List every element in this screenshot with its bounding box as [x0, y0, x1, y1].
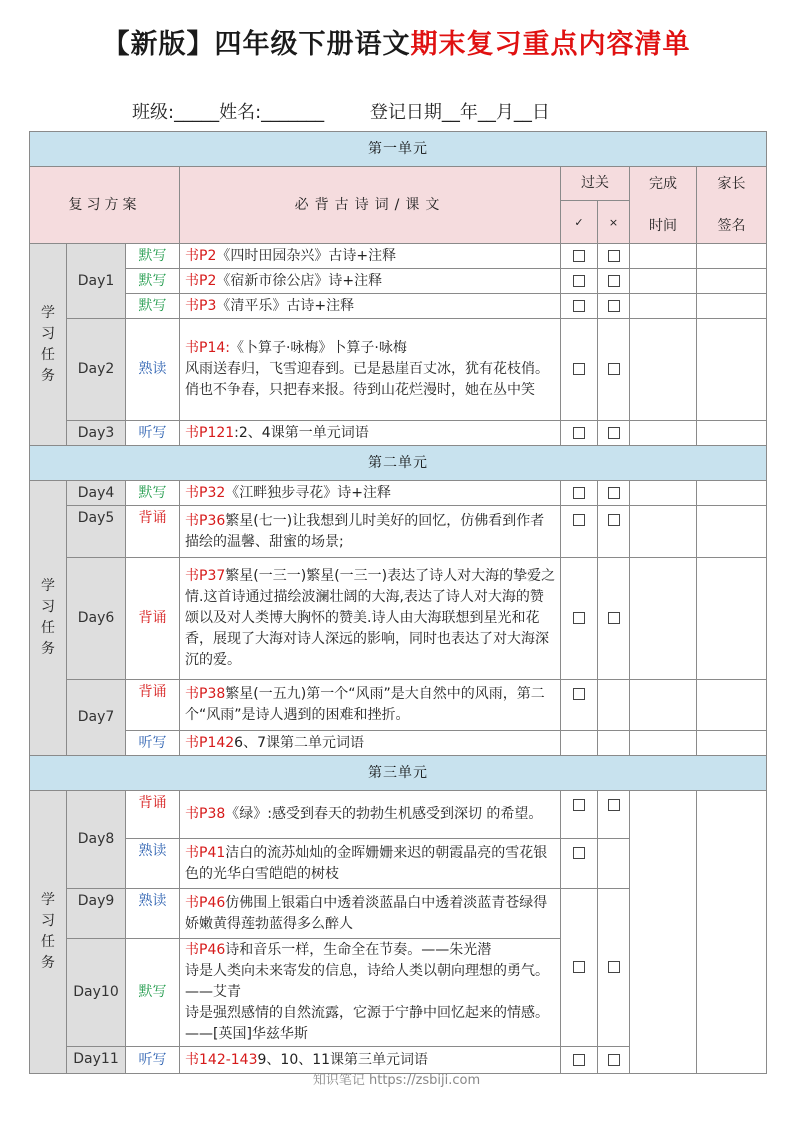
unit-title: 第三单元	[30, 756, 767, 791]
checkbox[interactable]	[608, 363, 620, 375]
task-text: 《清平乐》古诗+注释	[216, 297, 355, 314]
pass-checkbox-cell[interactable]	[561, 319, 598, 421]
plan-header: 复习方案	[30, 167, 180, 244]
book-ref: 书P3	[185, 297, 217, 314]
checkbox[interactable]	[573, 250, 585, 262]
table-row	[30, 481, 767, 506]
checkbox[interactable]	[608, 300, 620, 312]
must-recite-header: 必背古诗词/课文	[180, 167, 561, 244]
action-label: 听写	[126, 731, 180, 756]
page-title	[0, 22, 793, 61]
checkbox[interactable]	[608, 799, 620, 811]
fail-checkbox-cell[interactable]	[598, 244, 630, 269]
task-content	[180, 839, 561, 889]
day-label: Day7	[67, 680, 126, 756]
task-text: 《绿》:感受到春天的勃勃生机感受到深切 的希望。	[225, 806, 543, 822]
book-ref: 书P2	[185, 247, 217, 264]
pass-checkbox-cell[interactable]	[561, 558, 598, 680]
day-label: Day4	[67, 481, 126, 506]
book-ref: 书P46	[185, 942, 226, 958]
day-label: Day5	[67, 506, 126, 558]
checkbox[interactable]	[573, 275, 585, 287]
task-content	[180, 294, 561, 319]
book-ref: 书P142	[185, 734, 235, 751]
info-line: 班级:_____姓名:_______ 登记日期__年__月__日	[132, 102, 550, 123]
book-ref: 书P37	[185, 568, 226, 584]
task-text: 6、7课第二单元词语	[234, 734, 364, 751]
pass-checkbox-cell[interactable]	[561, 680, 598, 731]
action-label: 背诵	[126, 506, 180, 558]
action-label: 默写	[126, 481, 180, 506]
day-label: Day10	[67, 939, 126, 1047]
pass-checkbox-cell[interactable]	[561, 269, 598, 294]
table-row	[30, 294, 767, 319]
book-ref: 书P46	[185, 894, 226, 911]
parent-line1: 家长	[717, 175, 746, 192]
unit-title: 第二单元	[30, 446, 767, 481]
done-time-cell[interactable]	[630, 680, 697, 731]
checkbox[interactable]	[573, 427, 585, 439]
pass-checkbox-cell[interactable]	[561, 481, 598, 506]
checkbox[interactable]	[608, 250, 620, 262]
title-part1: 【新版】四年级下册语文	[102, 29, 411, 60]
pass-checkbox-cell[interactable]	[561, 506, 598, 558]
fail-checkbox-cell[interactable]	[598, 839, 630, 889]
day-label: Day11	[67, 1047, 126, 1074]
pass-checkbox-cell[interactable]	[561, 791, 598, 839]
table-row	[30, 791, 767, 839]
done-line1: 完成	[649, 175, 677, 192]
parent-sign-cell[interactable]	[697, 319, 767, 421]
parent-sign-cell[interactable]	[697, 558, 767, 680]
checkbox[interactable]	[573, 961, 585, 973]
task-text: 繁星(一三一)繁星(一三一)表达了诗人对大海的挚爱之情.这首诗通过描绘波澜壮阔的大海,表达了诗人对大海的赞颂以及对人类博大胸怀的赞美.诗人由大海联想到星光和花香，展现了大海对诗人深远的影响，同时也表达了对大海深沉的爱。	[185, 568, 556, 668]
table-row	[30, 680, 767, 731]
side-label: 学 习 任 务	[30, 244, 67, 446]
done-time-cell[interactable]	[630, 319, 697, 421]
side-label: 学 习 任 务	[30, 791, 67, 1074]
parent-sign-cell[interactable]	[697, 731, 767, 756]
check-header: ✓	[561, 201, 598, 244]
checkbox[interactable]	[608, 514, 620, 526]
book-ref: 书P36	[185, 512, 226, 529]
checkbox[interactable]	[573, 799, 585, 811]
action-label: 背诵	[126, 680, 180, 731]
unit-header-row	[30, 756, 767, 791]
day-label: Day1	[67, 244, 126, 319]
task-text: :2、4课第一单元词语	[234, 424, 369, 441]
parent-sign-cell[interactable]	[697, 481, 767, 506]
task-content	[180, 558, 561, 680]
fail-checkbox-cell[interactable]	[598, 558, 630, 680]
task-content	[180, 421, 561, 446]
review-table	[29, 131, 767, 1074]
pass-checkbox-cell[interactable]	[561, 839, 598, 889]
checkbox[interactable]	[573, 514, 585, 526]
fail-checkbox-cell[interactable]	[598, 294, 630, 319]
day-label: Day8	[67, 791, 126, 889]
task-text: 《四时田园杂兴》古诗+注释	[216, 247, 397, 264]
table-row	[30, 319, 767, 421]
done-time-cell[interactable]	[630, 269, 697, 294]
table-row	[30, 731, 767, 756]
task-content	[180, 791, 561, 839]
task-content	[180, 939, 561, 1047]
checkbox[interactable]	[573, 363, 585, 375]
watermark: 知识笔记 https://zsbiji.com	[312, 1073, 481, 1088]
checkbox[interactable]	[573, 847, 585, 859]
checkbox[interactable]	[608, 487, 620, 499]
task-text: 诗和音乐一样，生命全在节奏。——朱光潜 诗是人类向未来寄发的信息，诗给人类以朝向理想的勇气。——艾青 诗是强烈感情的自然流露，它源于宁静中回忆起来的情感。——[英国]华兹华斯	[185, 942, 549, 1042]
pass-header: 过关	[561, 167, 630, 201]
checkbox[interactable]	[608, 275, 620, 287]
day-label: Day6	[67, 558, 126, 680]
task-text: 仿佛围上银霜白中透着淡蓝晶白中透着淡蓝青苍绿得娇嫩黄得莲勃蓝得多么醉人	[185, 894, 548, 932]
book-ref: 书P14:	[185, 340, 230, 356]
done-time-cell[interactable]	[630, 481, 697, 506]
pass-checkbox-cell[interactable]	[561, 731, 598, 756]
done-time-cell[interactable]	[630, 558, 697, 680]
task-content	[180, 269, 561, 294]
done-time-cell[interactable]	[630, 421, 697, 446]
parent-sign-header	[697, 167, 767, 244]
side-label: 学 习 任 务	[30, 481, 67, 756]
table-row	[30, 269, 767, 294]
fail-checkbox-cell[interactable]	[598, 319, 630, 421]
task-text: 繁星(一五九)第一个“风雨”是大自然中的风雨，第二个“风雨”是诗人遇到的困难和挫折。	[185, 686, 545, 723]
task-content	[180, 731, 561, 756]
checkbox[interactable]	[573, 1054, 585, 1066]
checkbox[interactable]	[573, 688, 585, 700]
parent-sign-cell[interactable]	[697, 680, 767, 731]
task-text: 《宿新市徐公店》诗+注释	[216, 272, 383, 289]
pass-checkbox-cell[interactable]	[561, 244, 598, 269]
task-text: 繁星(七一)让我想到儿时美好的回忆，仿佛看到作者描绘的温馨、甜蜜的场景;	[185, 512, 545, 550]
book-ref: 书P121	[185, 424, 235, 441]
table-row	[30, 421, 767, 446]
book-ref: 书P2	[185, 272, 217, 289]
unit-header-row	[30, 446, 767, 481]
action-label: 听写	[126, 1047, 180, 1074]
task-text: 《卜算子·咏梅》卜算子·咏梅 风雨送春归，飞雪迎春到。已是悬崖百丈冰，犹有花枝俏。俏也不争春，只把春来报。待到山花烂漫时，她在丛中笑	[185, 340, 549, 398]
checkbox[interactable]	[573, 300, 585, 312]
pass-checkbox-cell[interactable]	[561, 421, 598, 446]
fail-checkbox-cell[interactable]	[598, 889, 630, 1047]
task-content	[180, 481, 561, 506]
task-content	[180, 244, 561, 269]
pass-checkbox-cell[interactable]	[561, 294, 598, 319]
checkbox[interactable]	[573, 487, 585, 499]
action-label: 默写	[126, 244, 180, 269]
book-ref: 书142-143	[185, 1051, 258, 1068]
book-ref: 书P38	[185, 806, 226, 822]
parent-sign-cell[interactable]	[697, 294, 767, 319]
unit-title: 第一单元	[30, 132, 767, 167]
done-time-cell[interactable]	[630, 244, 697, 269]
pass-checkbox-cell[interactable]	[561, 889, 598, 1047]
task-content	[180, 506, 561, 558]
action-label: 默写	[126, 939, 180, 1047]
action-label: 默写	[126, 269, 180, 294]
checkbox[interactable]	[608, 961, 620, 973]
action-label: 背诵	[126, 791, 180, 839]
checkbox[interactable]	[608, 427, 620, 439]
task-content	[180, 319, 561, 421]
cross-header: ×	[598, 201, 630, 244]
task-content	[180, 889, 561, 939]
action-label: 听写	[126, 421, 180, 446]
book-ref: 书P38	[185, 686, 226, 702]
table-row	[30, 506, 767, 558]
fail-checkbox-cell[interactable]	[598, 269, 630, 294]
day-label: Day2	[67, 319, 126, 421]
day-label: Day3	[67, 421, 126, 446]
done-line2: 时间	[649, 217, 677, 234]
checkbox[interactable]	[608, 1054, 620, 1066]
action-label: 背诵	[126, 558, 180, 680]
fail-checkbox-cell[interactable]	[598, 481, 630, 506]
done-time-cell[interactable]	[630, 791, 697, 1074]
action-label: 熟读	[126, 839, 180, 889]
done-time-cell[interactable]	[630, 506, 697, 558]
book-ref: 书P41	[185, 844, 226, 861]
parent-sign-cell[interactable]	[697, 244, 767, 269]
title-part2: 期末复习重点内容清单	[410, 29, 691, 60]
fail-checkbox-cell[interactable]	[598, 421, 630, 446]
fail-checkbox-cell[interactable]	[598, 506, 630, 558]
task-text: 9、10、11课第三单元词语	[257, 1051, 429, 1068]
done-time-cell[interactable]	[630, 731, 697, 756]
fail-checkbox-cell[interactable]	[598, 680, 630, 731]
fail-checkbox-cell[interactable]	[598, 731, 630, 756]
fail-checkbox-cell[interactable]	[598, 791, 630, 839]
done-time-header	[630, 167, 697, 244]
day-label: Day9	[67, 889, 126, 939]
table-row	[30, 558, 767, 680]
parent-sign-cell[interactable]	[697, 791, 767, 1074]
action-label: 熟读	[126, 319, 180, 421]
action-label: 熟读	[126, 889, 180, 939]
table-row	[30, 244, 767, 269]
parent-line2: 签名	[717, 217, 746, 234]
book-ref: 书P32	[185, 484, 226, 501]
task-content	[180, 680, 561, 731]
checkbox[interactable]	[573, 612, 585, 624]
done-time-cell[interactable]	[630, 294, 697, 319]
parent-sign-cell[interactable]	[697, 421, 767, 446]
task-text: 《江畔独步寻花》诗+注释	[225, 484, 391, 501]
parent-sign-cell[interactable]	[697, 506, 767, 558]
unit-header-row	[30, 132, 767, 167]
checkbox[interactable]	[608, 612, 620, 624]
action-label: 默写	[126, 294, 180, 319]
task-text: 洁白的流苏灿灿的金晖姗姗来迟的朝霞晶亮的雪花银色的光华白雪皑皑的树枝	[185, 844, 548, 882]
parent-sign-cell[interactable]	[697, 269, 767, 294]
